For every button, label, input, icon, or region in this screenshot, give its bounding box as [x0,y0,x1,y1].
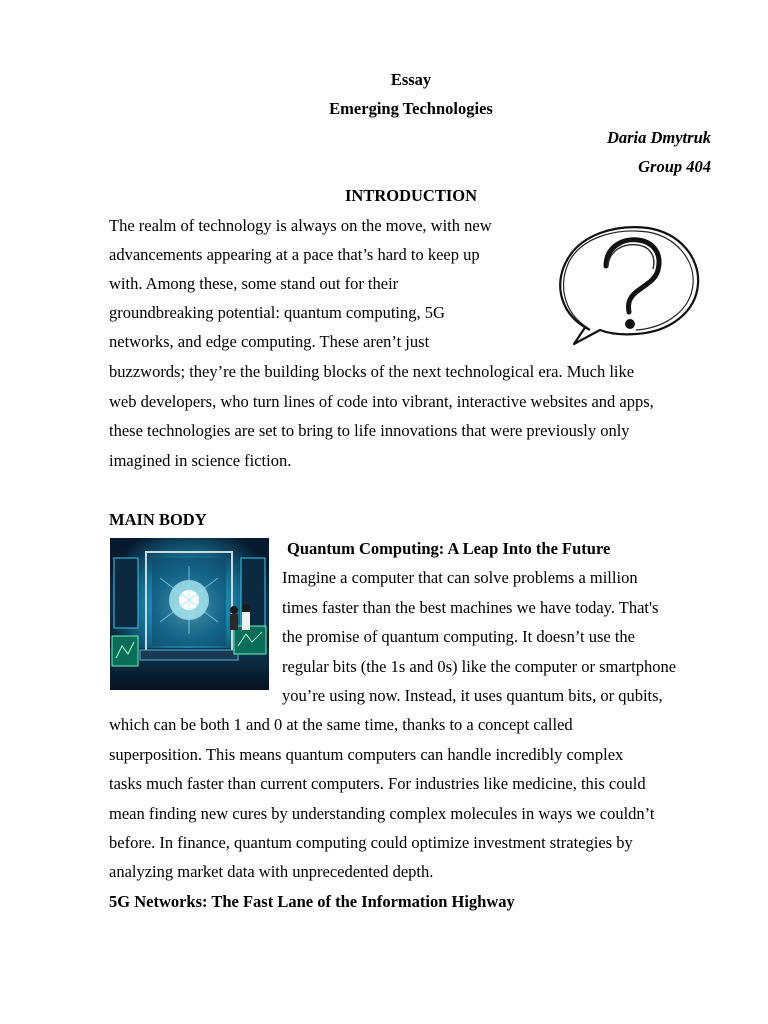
group-number: Group 404 [638,157,711,176]
quantum-lab-image [110,538,269,690]
intro-line: networks, and edge computing. These aren’t just [109,332,430,351]
main-body-heading: MAIN BODY [109,510,207,529]
quantum-heading: Quantum Computing: A Leap Into the Future [287,539,611,558]
doc-type: Essay [390,70,432,89]
quantum-line: tasks much faster than current computers. For industries like medicine, this could [109,774,646,793]
quantum-line: Imagine a computer that can solve problems a million [282,568,638,587]
fiveg-heading: 5G Networks: The Fast Lane of the Information Highway [109,892,515,911]
quantum-line: regular bits (the 1s and 0s) like the computer or smartphone [282,657,677,676]
quantum-line: the promise of quantum computing. It doesn’t use the [282,627,636,646]
intro-line: imagined in science fiction. [109,451,292,470]
quantum-line: superposition. This means quantum computers can handle incredibly complex [109,745,624,764]
quantum-line: which can be both 1 and 0 at the same time, thanks to a concept called [109,715,573,734]
quantum-line: analyzing market data with unprecedented depth. [109,862,434,881]
quantum-line: mean finding new cures by understanding complex molecules in ways we couldn’t [109,804,655,823]
intro-line: with. Among these, some stand out for their [109,274,399,293]
intro-line: web developers, who turn lines of code into vibrant, interactive websites and apps, [109,392,654,411]
quantum-line: times faster than the best machines we have today. That's [282,598,659,617]
doc-title: Emerging Technologies [329,99,493,118]
intro-line: The realm of technology is always on the move, with new [109,216,492,235]
intro-line: buzzwords; they’re the building blocks of the next technological era. Much like [109,362,635,381]
author-name: Daria Dmytruk [606,128,711,147]
question-bubble-image [552,220,704,348]
quantum-line: you’re using now. Instead, it uses quantum bits, or qubits, [282,686,663,705]
intro-heading: INTRODUCTION [344,186,478,205]
intro-line: advancements appearing at a pace that’s hard to keep up [109,245,480,264]
intro-line: these technologies are set to bring to life innovations that were previously only [109,421,630,440]
intro-line: groundbreaking potential: quantum computing, 5G [109,303,445,322]
quantum-line: before. In finance, quantum computing could optimize investment strategies by [109,833,633,852]
